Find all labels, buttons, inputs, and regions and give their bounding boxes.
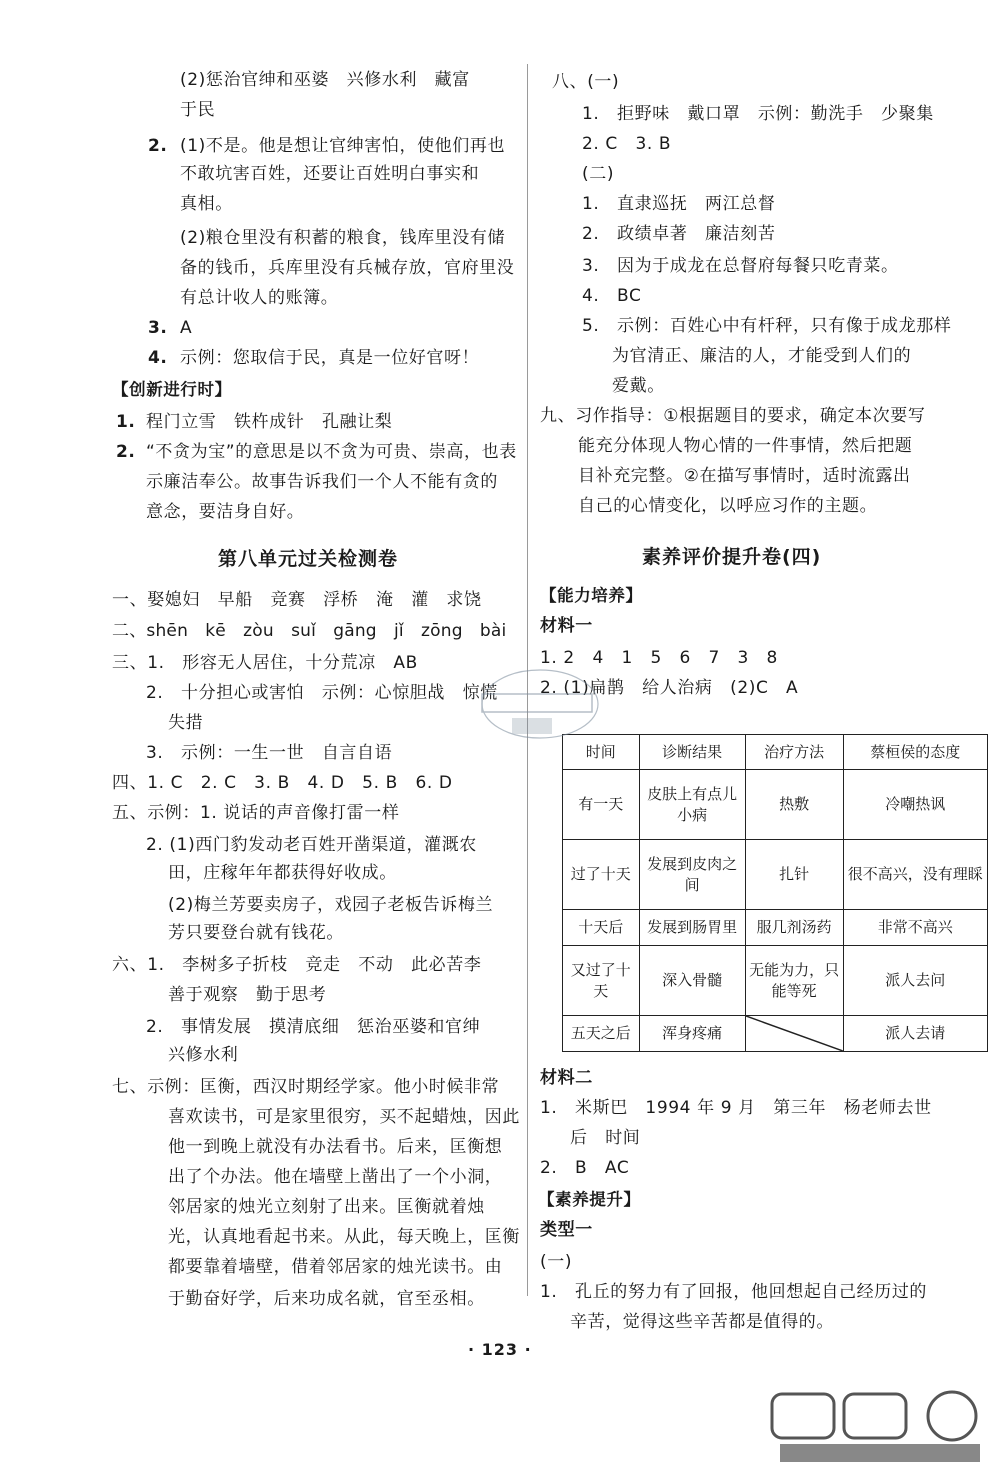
table-cell: 派人去问 (843, 946, 988, 1016)
table-header-cell: 时间 (563, 735, 640, 770)
table-row (563, 910, 988, 946)
text-line: 后 时间 (570, 1128, 641, 1148)
text-line: (2)惩治官绅和巫婆 兴修水利 藏富 (180, 70, 470, 90)
text-line: 九、习作指导：①根据题目的要求，确定本次要写 (540, 406, 926, 426)
text-line: 1. 2 4 1 5 6 7 3 8 (540, 648, 778, 668)
table-cell: 很不高兴，没有理睬 (843, 840, 988, 910)
text-line: 六、1. 李树多子折枝 竞走 不动 此必苦李 (112, 955, 482, 975)
text-line: 八、(一) (552, 72, 620, 92)
table-row (563, 840, 988, 910)
text-line: 5. 示例：百姓心中有杆秤，只有像于成龙那样 (582, 316, 952, 336)
text-line: 芳只要登台就有钱花。 (168, 923, 344, 943)
text-line: (2)粮仓里没有积蓄的粮食，钱库里没有储 (180, 228, 506, 248)
table-cell-diagonal (745, 1016, 843, 1052)
diagonal-line-icon (746, 1016, 843, 1051)
table-header-row (563, 735, 988, 770)
text-line: 示例：您取信于民，真是一位好官呀！ (180, 348, 480, 368)
table-cell: 过了十天 (563, 840, 640, 910)
text-line: 2. (1)扁鹊 给人治病 (2)C A (540, 678, 799, 698)
section-header-literacy: 【素养提升】 (538, 1190, 641, 1209)
table-cell: 皮肤上有点儿小病 (639, 770, 745, 840)
text-line: 2. 事情发展 摸清底细 惩治巫婆和官绅 (146, 1017, 481, 1037)
table-cell: 非常不高兴 (843, 910, 988, 946)
table-row (563, 946, 988, 1016)
text-line: 目补充完整。②在描写事情时，适时流露出 (578, 466, 911, 486)
text-line: 1. 米斯巴 1994 年 9 月 第三年 杨老师去世 (540, 1098, 932, 1118)
text-line: 失措 (168, 713, 204, 733)
table-row (563, 1016, 988, 1052)
table-cell: 十天后 (563, 910, 640, 946)
text-line: (二) (582, 164, 615, 184)
text-line: 意念，要洁身自好。 (146, 502, 305, 522)
text-line: 备的钱币，兵库里没有兵械存放，官府里没 (180, 258, 515, 278)
text-line: 2. 十分担心或害怕 示例：心惊胆战 惊慌 (146, 683, 498, 703)
text-line: A (180, 318, 193, 338)
table-header-cell: 蔡桓侯的态度 (843, 735, 988, 770)
stamp-watermark-icon (476, 664, 604, 744)
text-line: 于勤奋好学，后来功成名就，官至丞相。 (168, 1289, 485, 1309)
material-two-label: 材料二 (540, 1068, 593, 1088)
diagnosis-table (562, 734, 988, 1052)
text-line: 2. 政绩卓著 廉洁刻苦 (582, 224, 776, 244)
table-cell: 深入骨髓 (639, 946, 745, 1016)
table-cell: 浑身疼痛 (639, 1016, 745, 1052)
item-number: 2. (148, 136, 168, 156)
table-row (563, 770, 988, 840)
section-header-ability: 【能力培养】 (540, 586, 643, 605)
section-header-innovation: 【创新进行时】 (112, 380, 232, 399)
text-line: 程门立雪 铁杵成针 孔融让梨 (146, 412, 393, 432)
table-cell: 热敷 (745, 770, 843, 840)
text-line: “不贪为宝”的意思是以不贪为可贵、崇高，也表 (146, 442, 517, 462)
text-line: 一、娶媳妇 早船 竞赛 浮桥 淹 灌 求饶 (112, 590, 482, 610)
text-line: 出了个办法。他在墙壁上凿出了一个小洞， (168, 1167, 503, 1187)
table-cell: 冷嘲热讽 (843, 770, 988, 840)
text-line: 辛苦，觉得这些辛苦都是值得的。 (570, 1312, 834, 1332)
text-line: 示廉洁奉公。故事告诉我们一个人不能有贪的 (146, 472, 498, 492)
text-line: 能充分体现人物心情的一件事情，然后把题 (578, 436, 913, 456)
text-line: 都要靠着墙壁，借着邻居家的烛光读书。由 (168, 1257, 503, 1277)
text-line: 3. 因为于成龙在总督府每餐只吃青菜。 (582, 256, 899, 276)
text-line: 1. 孔丘的努力有了回报，他回想起自己经历过的 (540, 1282, 928, 1302)
text-line: 于民 (180, 100, 216, 120)
text-line: 1. 直隶巡抚 两江总督 (582, 194, 776, 214)
text-line: 3. 示例：一生一世 自言自语 (146, 743, 393, 763)
text-line: 他一到晚上就没有办法看书。后来，匡衡想 (168, 1137, 503, 1157)
item-number: 4. (148, 348, 168, 368)
table-cell: 无能为力，只能等死 (745, 946, 843, 1016)
text-line: 不敢坑害百姓，还要让百姓明白事实和 (180, 164, 480, 184)
text-line: 邻居家的烛光立刻射了出来。匡衡就着烛 (168, 1197, 485, 1217)
suyang-title: 素养评价提升卷(四) (642, 546, 822, 568)
text-line: 七、示例：匡衡，西汉时期经学家。他小时候非常 (112, 1077, 500, 1097)
table-header-cell: 治疗方法 (745, 735, 843, 770)
text-line: (1)不是。他是想让官绅害怕，使他们再也 (180, 136, 506, 156)
text-line: 真相。 (180, 194, 233, 214)
item-number: 2. (116, 442, 136, 462)
text-line: 四、1. C 2. C 3. B 4. D 5. B 6. D (112, 773, 453, 793)
item-number: 3. (148, 318, 168, 338)
material-one-label: 材料一 (540, 616, 593, 636)
text-line: 2. C 3. B (582, 134, 672, 154)
text-line: (一) (540, 1252, 573, 1272)
text-line: 2. (1)西门豹发动老百姓开凿渠道，灌溉农 (146, 835, 477, 855)
text-line: 为官清正、廉洁的人，才能受到人们的 (612, 346, 912, 366)
pinyin-line: 二、shēn kē zòu suǐ gāng jǐ zōng bài (112, 621, 507, 641)
text-line: 善于观察 勤于思考 (168, 985, 327, 1005)
text-line: 光，认真地看起书来。从此，每天晚上，匡衡 (168, 1227, 520, 1247)
table-cell: 又过了十天 (563, 946, 640, 1016)
text-line: 4. BC (582, 286, 642, 306)
table-cell: 服几剂汤药 (745, 910, 843, 946)
type-one-label: 类型一 (540, 1220, 593, 1240)
text-line: (2)梅兰芳要卖房子，戏园子老板告诉梅兰 (168, 895, 494, 915)
table-cell: 派人去请 (843, 1016, 988, 1052)
table-header-cell: 诊断结果 (639, 735, 745, 770)
table-cell: 扎针 (745, 840, 843, 910)
text-line: 五、示例：1. 说话的声音像打雷一样 (112, 803, 400, 823)
text-line: 兴修水利 (168, 1045, 239, 1065)
answer-site-logo-icon (770, 1390, 995, 1466)
text-line: 2. B AC (540, 1158, 630, 1178)
page-number: · 123 · (468, 1340, 532, 1359)
table-cell: 发展到肠胃里 (639, 910, 745, 946)
text-line: 爱戴。 (612, 376, 665, 396)
text-line: 有总计收人的账簿。 (180, 288, 339, 308)
text-line: 1. 拒野味 戴口罩 示例：勤洗手 少聚集 (582, 104, 934, 124)
table-cell: 有一天 (563, 770, 640, 840)
unit8-title: 第八单元过关检测卷 (218, 548, 399, 570)
table-cell: 发展到皮肉之间 (639, 840, 745, 910)
text-line: 田，庄稼年年都获得好收成。 (168, 863, 397, 883)
text-line: 自己的心情变化，以呼应习作的主题。 (578, 496, 878, 516)
table-cell: 五天之后 (563, 1016, 640, 1052)
item-number: 1. (116, 412, 136, 432)
text-line: 喜欢读书，可是家里很穷，买不起蜡烛，因此 (168, 1107, 520, 1127)
text-line: 三、1. 形容无人居住，十分荒凉 AB (112, 653, 418, 673)
